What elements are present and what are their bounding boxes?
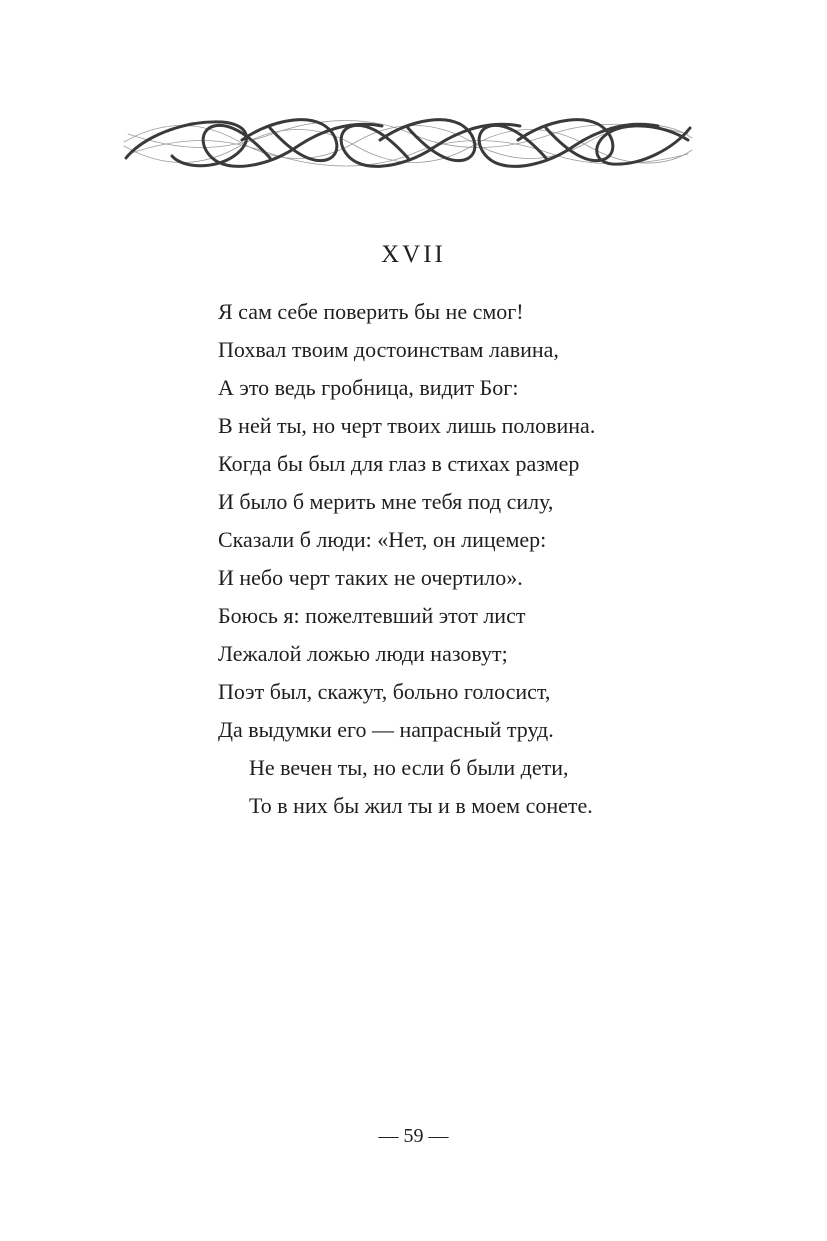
page-number: — 59 — (378, 1125, 449, 1147)
poem-line: Похвал твоим достоинствам лавина, (218, 337, 559, 362)
poem-line: А это ведь гробница, видит Бог: (218, 375, 519, 400)
poem-body (218, 293, 778, 825)
poem-couplet-line: То в них бы жил ты и в моем сонете. (249, 793, 593, 818)
poem-line: Да выдумки его — напрасный труд. (218, 717, 554, 742)
poem-line: Лежалой ложью люди назовут; (218, 641, 508, 666)
poem-line: И было б мерить мне тебя под силу, (218, 489, 554, 514)
poem-line: Сказали б люди: «Нет, он лицемер: (218, 527, 547, 552)
poem-line: Боюсь я: пожелтевший этот лист (218, 603, 526, 628)
poem-line: Поэт был, скажут, больно голосист, (218, 679, 551, 704)
flourish-ornament-icon (122, 112, 694, 174)
poem-line: В ней ты, но черт твоих лишь половина. (218, 413, 596, 438)
poem-line: Я сам себе поверить бы не смог! (218, 299, 524, 324)
poem-heading: XVII (381, 241, 446, 268)
poem-line: Когда бы был для глаз в стихах размер (218, 451, 580, 476)
poem-line: И небо черт таких не очертило». (218, 565, 523, 590)
poem-couplet-line: Не вечен ты, но если б были дети, (249, 755, 569, 780)
